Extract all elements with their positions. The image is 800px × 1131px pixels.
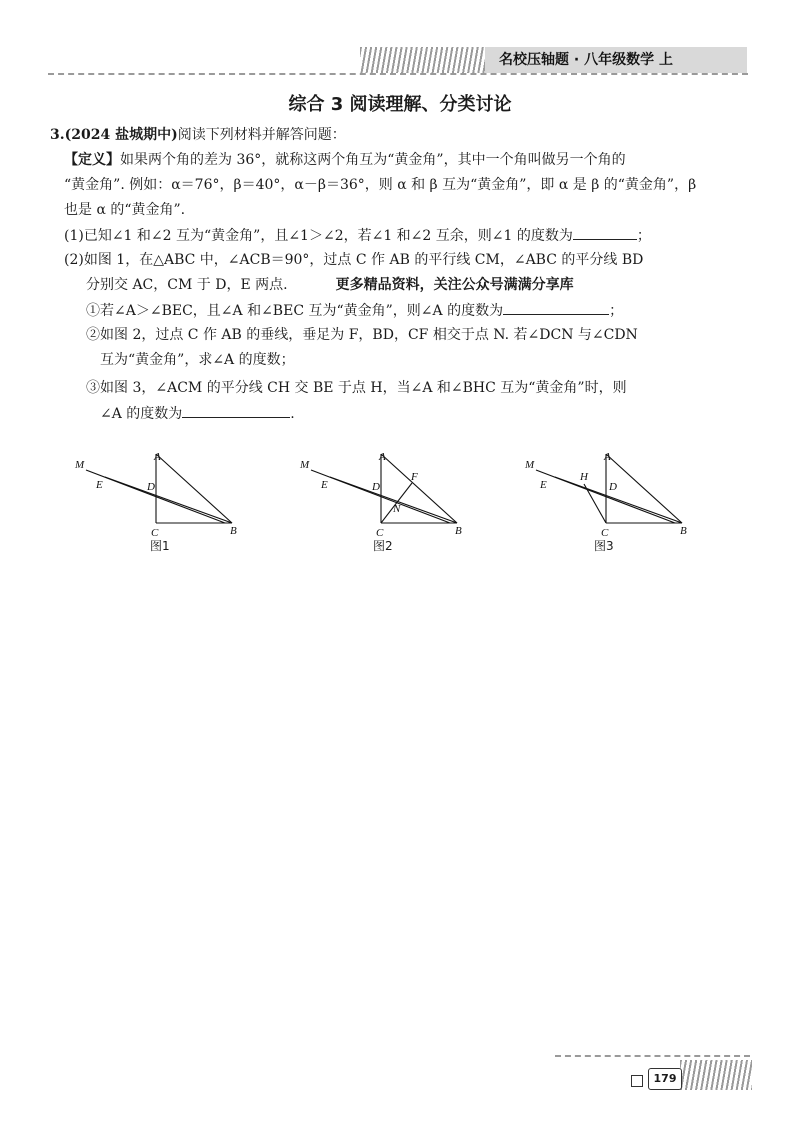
figure-1	[70, 450, 260, 550]
label-E: E	[96, 479, 103, 491]
header-book-title: 名校压轴题 · 八年级数学 上	[485, 47, 747, 73]
definition-line-1	[64, 150, 626, 170]
definition-tag: 【定义】	[64, 152, 120, 168]
label-E: E	[321, 479, 328, 491]
sub3-line-2	[100, 403, 295, 424]
segment-CH	[584, 484, 606, 523]
segment-AB	[606, 454, 682, 523]
label-B: B	[455, 525, 462, 537]
sub2-line-1: ②如图 2，过点 C 作 AB 的垂线，垂足为 F，BD，CF 相交于点 N. 若∠DCN 与∠CDN	[86, 327, 638, 343]
figure-2-caption: 图2	[373, 539, 393, 553]
sub1-line	[86, 300, 623, 321]
label-H: H	[580, 471, 588, 483]
part1-line	[64, 225, 651, 246]
sub3-end: .	[290, 406, 295, 422]
label-C: C	[151, 527, 159, 539]
label-N: N	[393, 503, 401, 515]
label-A: A	[604, 451, 611, 463]
promo-text: 更多精品资料，关注公众号满满分享库	[335, 277, 574, 293]
figure-1-caption: 图1	[150, 539, 170, 553]
definition-line-2: “黄金角”. 例如：α＝76°，β＝40°，α－β＝36°，则 α 和 β 互为“黄金角”，即 α 是 β 的“黄金角”，β	[64, 177, 697, 193]
label-D: D	[147, 481, 155, 493]
footer-stripe-decoration	[680, 1060, 752, 1090]
segment-EB	[555, 477, 682, 523]
question-intro-line	[50, 125, 346, 145]
label-M: M	[300, 459, 310, 471]
sub3-line-1: ③如图 3，∠ACM 的平分线 CH 交 BE 于点 H，当∠A 和∠BHC 互为“黄金角”时，则	[86, 380, 627, 396]
segment-EB	[330, 477, 457, 523]
figure-2	[295, 450, 485, 550]
label-F: F	[411, 471, 418, 483]
label-A: A	[154, 451, 161, 463]
part1-end: ；	[636, 228, 651, 244]
question-intro: 阅读下列材料并解答问题：	[177, 127, 346, 143]
footer-divider	[555, 1055, 750, 1057]
sub1-end: ；	[609, 303, 624, 319]
definition-line-3: 也是 α 的“黄金角”.	[64, 202, 186, 218]
question-number: 3.	[50, 127, 65, 143]
sub3-text-2: ∠A 的度数为	[100, 406, 183, 422]
footer-square-icon	[631, 1075, 643, 1087]
label-A: A	[379, 451, 386, 463]
figure-3-caption: 图3	[594, 539, 614, 553]
sub2-line-2: 互为“黄金角”，求∠A 的度数；	[100, 352, 295, 368]
segment-AB	[156, 454, 232, 523]
label-B: B	[680, 525, 687, 537]
section-title: 综合 3 阅读理解、分类讨论	[288, 94, 512, 115]
page-number: 179	[648, 1068, 682, 1090]
label-C: C	[601, 527, 609, 539]
question-source: (2024 盐城期中)	[64, 127, 178, 143]
label-M: M	[525, 459, 535, 471]
figure-3	[520, 450, 710, 550]
label-C: C	[376, 527, 384, 539]
header-divider	[48, 73, 748, 75]
label-D: D	[609, 481, 617, 493]
part2-line-1: (2)如图 1，在△ABC 中，∠ACB＝90°，过点 C 作 AB 的平行线 CM，∠ABC 的平分线 BD	[64, 252, 644, 268]
sub3-answer-blank[interactable]	[182, 403, 290, 418]
label-E: E	[540, 479, 547, 491]
part1-answer-blank[interactable]	[573, 225, 637, 240]
part2-line-2	[86, 275, 574, 295]
part2-text-2: 分别交 AC，CM 于 D，E 两点.	[86, 277, 288, 293]
sub1-answer-blank[interactable]	[503, 300, 609, 315]
label-B: B	[230, 525, 237, 537]
segment-EB	[105, 477, 232, 523]
definition-text-1: 如果两个角的差为 36°，就称这两个角互为“黄金角”，其中一个角叫做另一个角的	[120, 152, 626, 168]
part1-text: (1)已知∠1 和∠2 互为“黄金角”，且∠1＞∠2，若∠1 和∠2 互余，则∠1 的度数为	[64, 228, 573, 244]
label-D: D	[372, 481, 380, 493]
header-stripe-decoration	[360, 47, 485, 73]
label-M: M	[75, 459, 85, 471]
sub1-text: ①若∠A＞∠BEC，且∠A 和∠BEC 互为“黄金角”，则∠A 的度数为	[86, 303, 504, 319]
